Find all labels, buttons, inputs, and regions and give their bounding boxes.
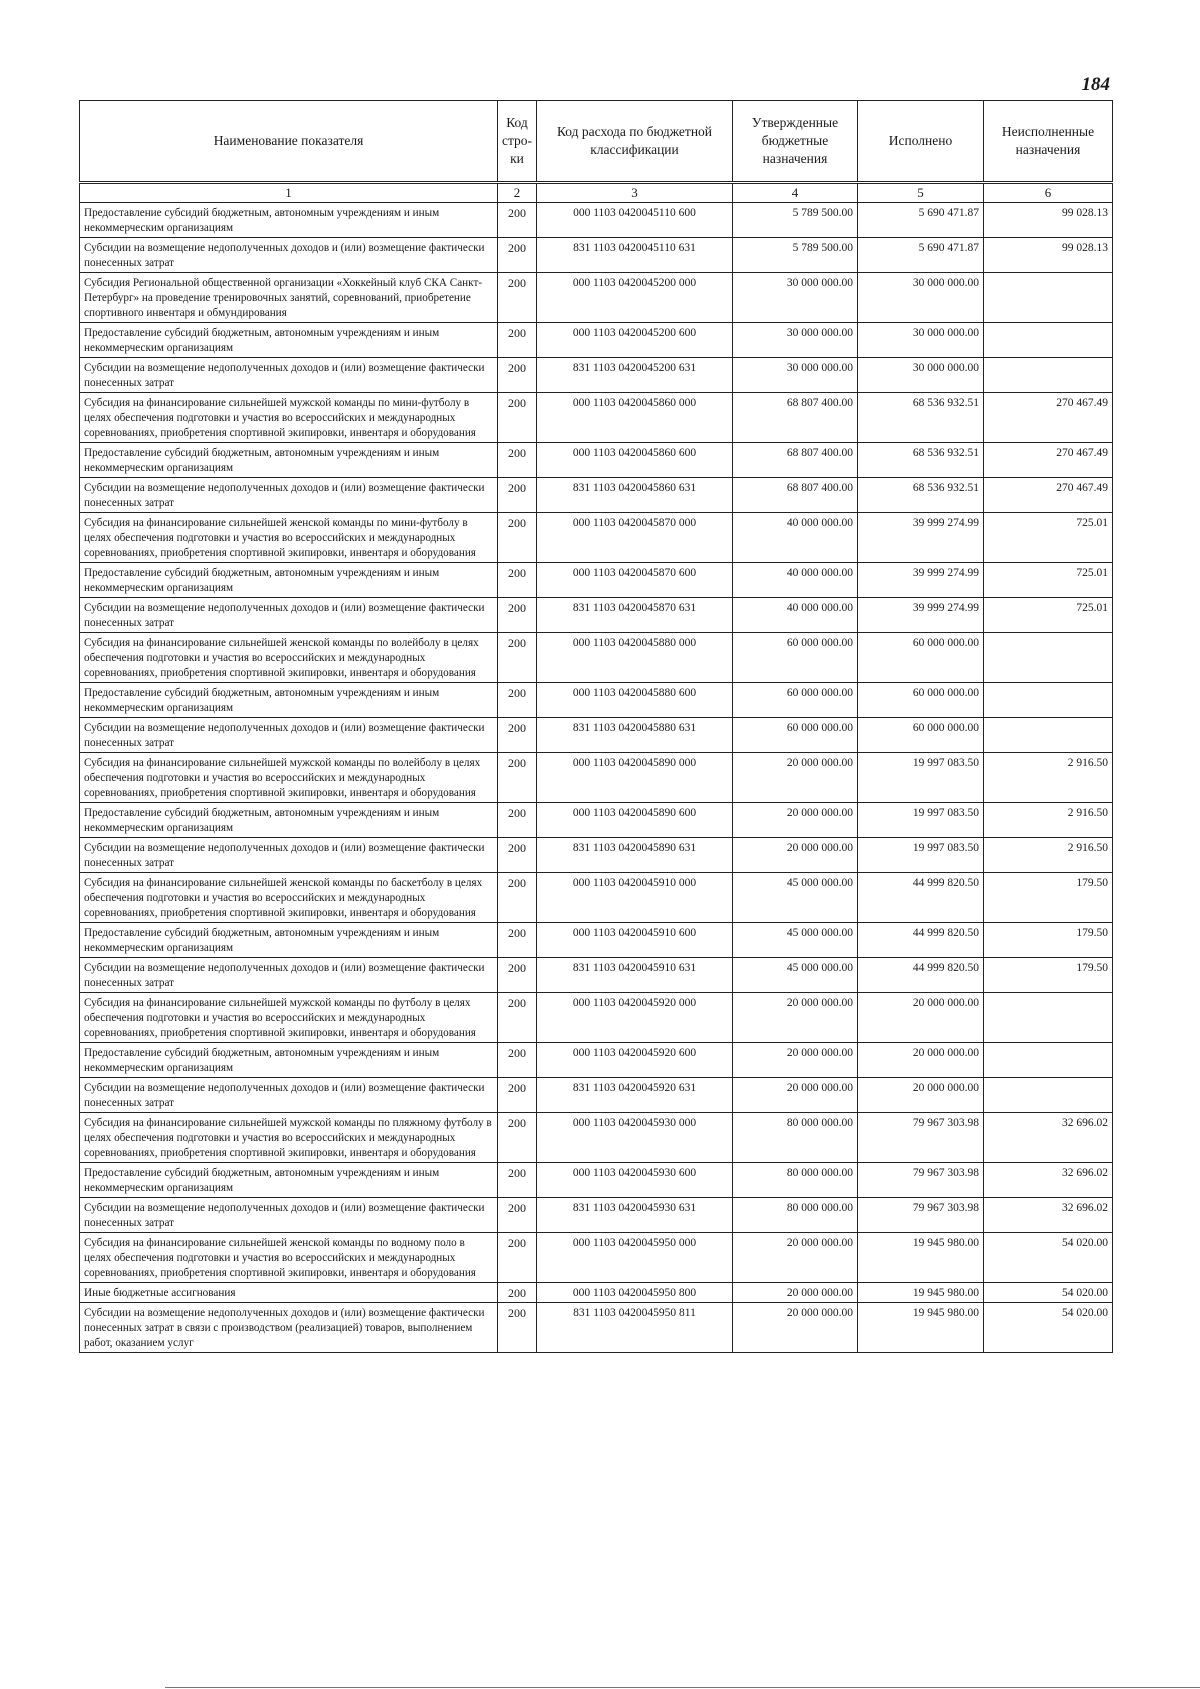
column-number-row — [80, 183, 1113, 203]
table-row — [80, 513, 1113, 563]
executed-amount-cell: 20 000 000.00 — [858, 1078, 984, 1113]
unexecuted-amount-cell: 2 916.50 — [984, 838, 1113, 873]
approved-amount-cell: 60 000 000.00 — [733, 718, 858, 753]
executed-amount-cell: 19 945 980.00 — [858, 1303, 984, 1353]
approved-amount-cell: 20 000 000.00 — [733, 1043, 858, 1078]
unexecuted-amount-cell: 32 696.02 — [984, 1163, 1113, 1198]
table-row — [80, 1078, 1113, 1113]
header-indicator-name: Наименование показателя — [80, 101, 498, 183]
line-code-cell: 200 — [498, 513, 537, 563]
column-number: 2 — [498, 183, 537, 203]
table-row — [80, 1163, 1113, 1198]
table-row — [80, 873, 1113, 923]
indicator-name-cell: Субсидия Региональной общественной организации «Хоккейный клуб СКА Санкт-Петербург» на проведение тренировочных занятий, соревнований, приобретение спортивного инвентаря и обмундирования — [80, 273, 498, 323]
table-row — [80, 958, 1113, 993]
executed-amount-cell: 30 000 000.00 — [858, 273, 984, 323]
budget-code-cell: 831 1103 0420045860 631 — [537, 478, 733, 513]
line-code-cell: 200 — [498, 683, 537, 718]
table-row — [80, 393, 1113, 443]
executed-amount-cell: 20 000 000.00 — [858, 1043, 984, 1078]
indicator-name-cell: Субсидии на возмещение недополученных доходов и (или) возмещение фактически понесенных затрат — [80, 358, 498, 393]
budget-code-cell: 831 1103 0420045890 631 — [537, 838, 733, 873]
budget-code-cell: 000 1103 0420045860 600 — [537, 443, 733, 478]
line-code-cell: 200 — [498, 1198, 537, 1233]
approved-amount-cell: 60 000 000.00 — [733, 683, 858, 718]
table-row — [80, 273, 1113, 323]
line-code-cell: 200 — [498, 443, 537, 478]
approved-amount-cell: 5 789 500.00 — [733, 238, 858, 273]
approved-amount-cell: 20 000 000.00 — [733, 803, 858, 838]
indicator-name-cell: Предоставление субсидий бюджетным, автономным учреждениям и иным некоммерческим организациям — [80, 563, 498, 598]
indicator-name-cell: Субсидия на финансирование сильнейшей мужской команды по волейболу в целях обеспечения подготовки и участия во всероссийских и международных соревнованиях, приобретения спортивной экипировки, инвентаря и оборудования — [80, 753, 498, 803]
table-row — [80, 838, 1113, 873]
approved-amount-cell: 20 000 000.00 — [733, 838, 858, 873]
budget-code-cell: 000 1103 0420045920 600 — [537, 1043, 733, 1078]
unexecuted-amount-cell: 2 916.50 — [984, 803, 1113, 838]
header-approved: Утвержденные бюджетные назначения — [733, 101, 858, 183]
indicator-name-cell: Субсидия на финансирование сильнейшей женской команды по водному поло в целях обеспечения подготовки и участия во всероссийских и международных соревнованиях, приобретения спортивной экипировки, инвентаря и оборудования — [80, 1233, 498, 1283]
line-code-cell: 200 — [498, 633, 537, 683]
table-row — [80, 1283, 1113, 1303]
approved-amount-cell: 30 000 000.00 — [733, 358, 858, 393]
approved-amount-cell: 30 000 000.00 — [733, 323, 858, 358]
unexecuted-amount-cell: 32 696.02 — [984, 1113, 1113, 1163]
table-row — [80, 238, 1113, 273]
budget-code-cell: 000 1103 0420045870 000 — [537, 513, 733, 563]
approved-amount-cell: 30 000 000.00 — [733, 273, 858, 323]
approved-amount-cell: 20 000 000.00 — [733, 1078, 858, 1113]
budget-code-cell: 831 1103 0420045930 631 — [537, 1198, 733, 1233]
column-number: 4 — [733, 183, 858, 203]
approved-amount-cell: 45 000 000.00 — [733, 923, 858, 958]
unexecuted-amount-cell — [984, 1043, 1113, 1078]
table-row — [80, 1043, 1113, 1078]
unexecuted-amount-cell — [984, 273, 1113, 323]
line-code-cell: 200 — [498, 753, 537, 803]
line-code-cell: 200 — [498, 838, 537, 873]
table-row — [80, 993, 1113, 1043]
table-row — [80, 1233, 1113, 1283]
header-budget-code: Код расхода по бюджетной классификации — [537, 101, 733, 183]
indicator-name-cell: Субсидия на финансирование сильнейшей мужской команды по пляжному футболу в целях обеспечения подготовки и участия во всероссийских и международных соревнованиях, приобретения спортивной экипировки, инвентаря и оборудования — [80, 1113, 498, 1163]
approved-amount-cell: 5 789 500.00 — [733, 203, 858, 238]
header-line-code: Код стро-ки — [498, 101, 537, 183]
indicator-name-cell: Субсидия на финансирование сильнейшей женской команды по мини-футболу в целях обеспечения подготовки и участия во всероссийских и международных соревнованиях, приобретения спортивной экипировки, инвентаря и оборудования — [80, 513, 498, 563]
executed-amount-cell: 19 997 083.50 — [858, 753, 984, 803]
budget-code-cell: 000 1103 0420045860 000 — [537, 393, 733, 443]
table-header-row — [80, 101, 1113, 183]
executed-amount-cell: 30 000 000.00 — [858, 323, 984, 358]
unexecuted-amount-cell — [984, 633, 1113, 683]
column-number: 3 — [537, 183, 733, 203]
line-code-cell: 200 — [498, 358, 537, 393]
executed-amount-cell: 44 999 820.50 — [858, 958, 984, 993]
indicator-name-cell: Субсидия на финансирование сильнейшей мужской команды по мини-футболу в целях обеспечения подготовки и участия во всероссийских и международных соревнованиях, приобретения спортивной экипировки, инвентаря и оборудования — [80, 393, 498, 443]
header-executed: Исполнено — [858, 101, 984, 183]
table-row — [80, 323, 1113, 358]
unexecuted-amount-cell: 270 467.49 — [984, 443, 1113, 478]
approved-amount-cell: 68 807 400.00 — [733, 393, 858, 443]
indicator-name-cell: Предоставление субсидий бюджетным, автономным учреждениям и иным некоммерческим организациям — [80, 803, 498, 838]
budget-code-cell: 000 1103 0420045880 000 — [537, 633, 733, 683]
approved-amount-cell: 80 000 000.00 — [733, 1198, 858, 1233]
executed-amount-cell: 19 997 083.50 — [858, 838, 984, 873]
budget-code-cell: 000 1103 0420045890 600 — [537, 803, 733, 838]
indicator-name-cell: Предоставление субсидий бюджетным, автономным учреждениям и иным некоммерческим организациям — [80, 683, 498, 718]
executed-amount-cell: 20 000 000.00 — [858, 993, 984, 1043]
executed-amount-cell: 44 999 820.50 — [858, 873, 984, 923]
budget-code-cell: 000 1103 0420045950 000 — [537, 1233, 733, 1283]
line-code-cell: 200 — [498, 273, 537, 323]
approved-amount-cell: 40 000 000.00 — [733, 598, 858, 633]
executed-amount-cell: 68 536 932.51 — [858, 478, 984, 513]
executed-amount-cell: 60 000 000.00 — [858, 633, 984, 683]
budget-code-cell: 831 1103 0420045870 631 — [537, 598, 733, 633]
approved-amount-cell: 20 000 000.00 — [733, 1233, 858, 1283]
unexecuted-amount-cell: 54 020.00 — [984, 1283, 1113, 1303]
table-row — [80, 358, 1113, 393]
table-row — [80, 753, 1113, 803]
indicator-name-cell: Иные бюджетные ассигнования — [80, 1283, 498, 1303]
unexecuted-amount-cell: 179.50 — [984, 873, 1113, 923]
indicator-name-cell: Субсидии на возмещение недополученных доходов и (или) возмещение фактически понесенных затрат — [80, 1198, 498, 1233]
executed-amount-cell: 19 945 980.00 — [858, 1283, 984, 1303]
approved-amount-cell: 20 000 000.00 — [733, 1303, 858, 1353]
line-code-cell: 200 — [498, 238, 537, 273]
approved-amount-cell: 68 807 400.00 — [733, 478, 858, 513]
unexecuted-amount-cell: 179.50 — [984, 958, 1113, 993]
line-code-cell: 200 — [498, 1233, 537, 1283]
line-code-cell: 200 — [498, 598, 537, 633]
budget-code-cell: 831 1103 0420045910 631 — [537, 958, 733, 993]
unexecuted-amount-cell — [984, 323, 1113, 358]
line-code-cell: 200 — [498, 1303, 537, 1353]
executed-amount-cell: 5 690 471.87 — [858, 238, 984, 273]
line-code-cell: 200 — [498, 1043, 537, 1078]
approved-amount-cell: 80 000 000.00 — [733, 1113, 858, 1163]
indicator-name-cell: Субсидии на возмещение недополученных доходов и (или) возмещение фактически понесенных затрат — [80, 598, 498, 633]
line-code-cell: 200 — [498, 993, 537, 1043]
budget-code-cell: 000 1103 0420045910 000 — [537, 873, 733, 923]
unexecuted-amount-cell — [984, 718, 1113, 753]
line-code-cell: 200 — [498, 1163, 537, 1198]
line-code-cell: 200 — [498, 393, 537, 443]
unexecuted-amount-cell: 54 020.00 — [984, 1303, 1113, 1353]
indicator-name-cell: Субсидии на возмещение недополученных доходов и (или) возмещение фактически понесенных затрат — [80, 958, 498, 993]
unexecuted-amount-cell: 54 020.00 — [984, 1233, 1113, 1283]
budget-code-cell: 831 1103 0420045200 631 — [537, 358, 733, 393]
approved-amount-cell: 45 000 000.00 — [733, 873, 858, 923]
executed-amount-cell: 39 999 274.99 — [858, 563, 984, 598]
budget-code-cell: 831 1103 0420045920 631 — [537, 1078, 733, 1113]
budget-execution-table — [79, 100, 1113, 1353]
budget-code-cell: 000 1103 0420045110 600 — [537, 203, 733, 238]
table-row — [80, 718, 1113, 753]
indicator-name-cell: Предоставление субсидий бюджетным, автономным учреждениям и иным некоммерческим организациям — [80, 443, 498, 478]
unexecuted-amount-cell: 99 028.13 — [984, 238, 1113, 273]
unexecuted-amount-cell: 725.01 — [984, 598, 1113, 633]
budget-code-cell: 000 1103 0420045930 000 — [537, 1113, 733, 1163]
executed-amount-cell: 5 690 471.87 — [858, 203, 984, 238]
indicator-name-cell: Предоставление субсидий бюджетным, автономным учреждениям и иным некоммерческим организациям — [80, 1043, 498, 1078]
table-row — [80, 1198, 1113, 1233]
executed-amount-cell: 79 967 303.98 — [858, 1113, 984, 1163]
indicator-name-cell: Субсидии на возмещение недополученных доходов и (или) возмещение фактически понесенных затрат — [80, 718, 498, 753]
budget-code-cell: 000 1103 0420045200 600 — [537, 323, 733, 358]
line-code-cell: 200 — [498, 718, 537, 753]
budget-code-cell: 831 1103 0420045110 631 — [537, 238, 733, 273]
table-row — [80, 1113, 1113, 1163]
executed-amount-cell: 79 967 303.98 — [858, 1163, 984, 1198]
budget-code-cell: 000 1103 0420045910 600 — [537, 923, 733, 958]
table-row — [80, 563, 1113, 598]
approved-amount-cell: 20 000 000.00 — [733, 753, 858, 803]
unexecuted-amount-cell — [984, 993, 1113, 1043]
page-bottom-rule — [165, 1687, 1200, 1688]
table-body — [80, 203, 1113, 1353]
line-code-cell: 200 — [498, 563, 537, 598]
table-row — [80, 443, 1113, 478]
line-code-cell: 200 — [498, 1078, 537, 1113]
budget-code-cell: 000 1103 0420045950 800 — [537, 1283, 733, 1303]
unexecuted-amount-cell: 179.50 — [984, 923, 1113, 958]
executed-amount-cell: 68 536 932.51 — [858, 393, 984, 443]
line-code-cell: 200 — [498, 873, 537, 923]
unexecuted-amount-cell: 725.01 — [984, 563, 1113, 598]
unexecuted-amount-cell: 2 916.50 — [984, 753, 1113, 803]
executed-amount-cell: 30 000 000.00 — [858, 358, 984, 393]
indicator-name-cell: Субсидия на финансирование сильнейшей женской команды по волейболу в целях обеспечения подготовки и участия во всероссийских и международных соревнованиях, приобретения спортивной экипировки, инвентаря и оборудования — [80, 633, 498, 683]
table-row — [80, 803, 1113, 838]
approved-amount-cell: 80 000 000.00 — [733, 1163, 858, 1198]
indicator-name-cell: Субсидии на возмещение недополученных доходов и (или) возмещение фактически понесенных затрат в связи с производством (реализацией) товаров, выполнением работ, оказанием услуг — [80, 1303, 498, 1353]
line-code-cell: 200 — [498, 958, 537, 993]
table-row — [80, 923, 1113, 958]
table-row — [80, 683, 1113, 718]
column-number: 1 — [80, 183, 498, 203]
approved-amount-cell: 40 000 000.00 — [733, 513, 858, 563]
executed-amount-cell: 39 999 274.99 — [858, 598, 984, 633]
table-row — [80, 478, 1113, 513]
indicator-name-cell: Субсидия на финансирование сильнейшей женской команды по баскетболу в целях обеспечения подготовки и участия во всероссийских и международных соревнованиях, приобретения спортивной экипировки, инвентаря и оборудования — [80, 873, 498, 923]
executed-amount-cell: 44 999 820.50 — [858, 923, 984, 958]
executed-amount-cell: 19 945 980.00 — [858, 1233, 984, 1283]
column-number: 5 — [858, 183, 984, 203]
executed-amount-cell: 39 999 274.99 — [858, 513, 984, 563]
line-code-cell: 200 — [498, 923, 537, 958]
table-row — [80, 598, 1113, 633]
unexecuted-amount-cell: 725.01 — [984, 513, 1113, 563]
line-code-cell: 200 — [498, 323, 537, 358]
indicator-name-cell: Предоставление субсидий бюджетным, автономным учреждениям и иным некоммерческим организациям — [80, 923, 498, 958]
executed-amount-cell: 60 000 000.00 — [858, 683, 984, 718]
budget-code-cell: 000 1103 0420045880 600 — [537, 683, 733, 718]
unexecuted-amount-cell — [984, 358, 1113, 393]
approved-amount-cell: 20 000 000.00 — [733, 993, 858, 1043]
line-code-cell: 200 — [498, 203, 537, 238]
indicator-name-cell: Субсидии на возмещение недополученных доходов и (или) возмещение фактически понесенных затрат — [80, 238, 498, 273]
unexecuted-amount-cell — [984, 683, 1113, 718]
budget-code-cell: 000 1103 0420045890 000 — [537, 753, 733, 803]
unexecuted-amount-cell: 270 467.49 — [984, 478, 1113, 513]
line-code-cell: 200 — [498, 1113, 537, 1163]
indicator-name-cell: Субсидии на возмещение недополученных доходов и (или) возмещение фактически понесенных затрат — [80, 1078, 498, 1113]
approved-amount-cell: 20 000 000.00 — [733, 1283, 858, 1303]
table-row — [80, 203, 1113, 238]
approved-amount-cell: 60 000 000.00 — [733, 633, 858, 683]
approved-amount-cell: 68 807 400.00 — [733, 443, 858, 478]
unexecuted-amount-cell: 99 028.13 — [984, 203, 1113, 238]
indicator-name-cell: Предоставление субсидий бюджетным, автономным учреждениям и иным некоммерческим организациям — [80, 323, 498, 358]
indicator-name-cell: Предоставление субсидий бюджетным, автономным учреждениям и иным некоммерческим организациям — [80, 1163, 498, 1198]
budget-code-cell: 831 1103 0420045880 631 — [537, 718, 733, 753]
indicator-name-cell: Субсидии на возмещение недополученных доходов и (или) возмещение фактически понесенных затрат — [80, 838, 498, 873]
page-number: 184 — [1081, 74, 1110, 95]
executed-amount-cell: 60 000 000.00 — [858, 718, 984, 753]
column-number: 6 — [984, 183, 1113, 203]
indicator-name-cell: Субсидия на финансирование сильнейшей мужской команды по футболу в целях обеспечения подготовки и участия во всероссийских и международных соревнованиях, приобретения спортивной экипировки, инвентаря и оборудования — [80, 993, 498, 1043]
header-unexecuted: Неисполненные назначения — [984, 101, 1113, 183]
budget-code-cell: 000 1103 0420045870 600 — [537, 563, 733, 598]
executed-amount-cell: 79 967 303.98 — [858, 1198, 984, 1233]
line-code-cell: 200 — [498, 478, 537, 513]
table-row — [80, 1303, 1113, 1353]
table-row — [80, 633, 1113, 683]
indicator-name-cell: Предоставление субсидий бюджетным, автономным учреждениям и иным некоммерческим организациям — [80, 203, 498, 238]
indicator-name-cell: Субсидии на возмещение недополученных доходов и (или) возмещение фактически понесенных затрат — [80, 478, 498, 513]
budget-code-cell: 831 1103 0420045950 811 — [537, 1303, 733, 1353]
unexecuted-amount-cell — [984, 1078, 1113, 1113]
unexecuted-amount-cell: 270 467.49 — [984, 393, 1113, 443]
unexecuted-amount-cell: 32 696.02 — [984, 1198, 1113, 1233]
line-code-cell: 200 — [498, 1283, 537, 1303]
line-code-cell: 200 — [498, 803, 537, 838]
budget-code-cell: 000 1103 0420045200 000 — [537, 273, 733, 323]
approved-amount-cell: 40 000 000.00 — [733, 563, 858, 598]
budget-code-cell: 000 1103 0420045930 600 — [537, 1163, 733, 1198]
budget-code-cell: 000 1103 0420045920 000 — [537, 993, 733, 1043]
executed-amount-cell: 68 536 932.51 — [858, 443, 984, 478]
executed-amount-cell: 19 997 083.50 — [858, 803, 984, 838]
approved-amount-cell: 45 000 000.00 — [733, 958, 858, 993]
